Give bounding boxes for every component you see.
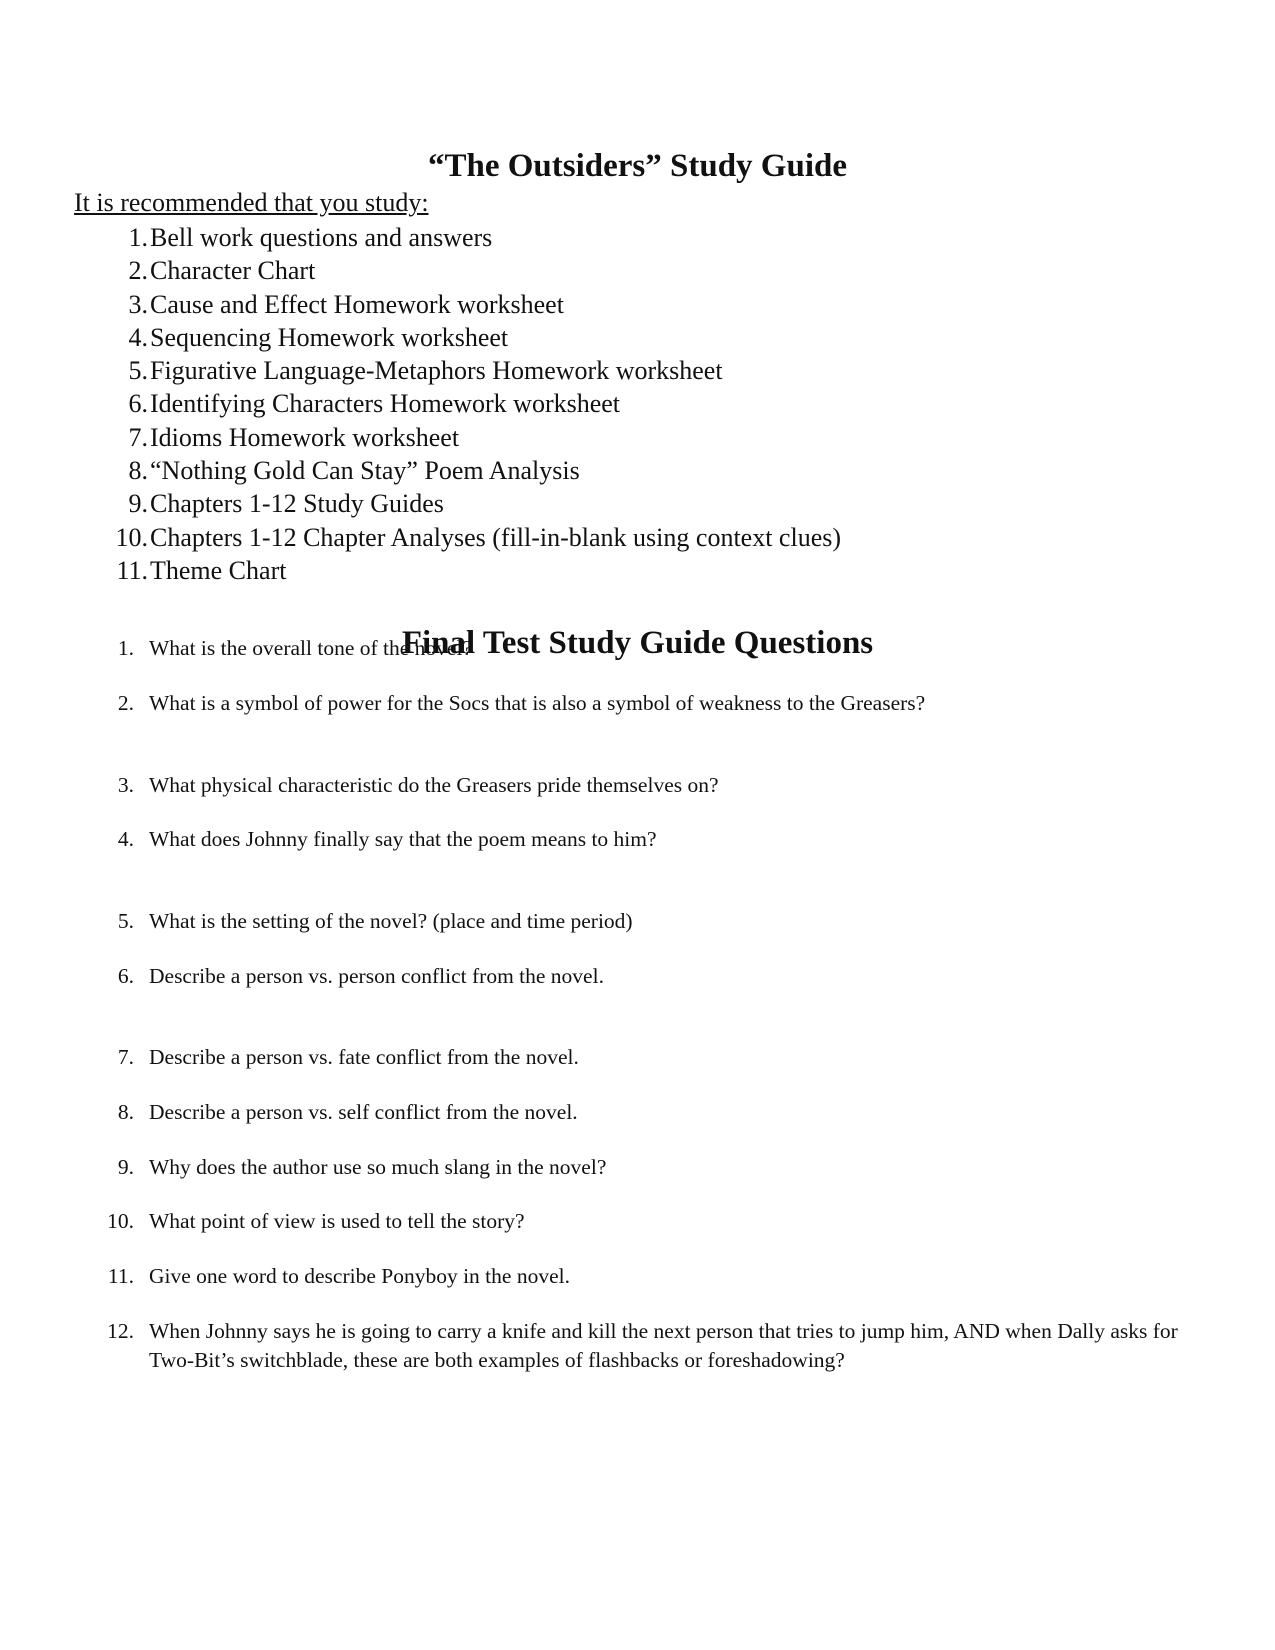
study-intro: It is recommended that you study: (74, 188, 429, 217)
page-title: “The Outsiders” Study Guide (427, 148, 847, 184)
list-item-text: Bell work questions and answers (150, 223, 493, 252)
list-item-number: 1. (128, 223, 148, 252)
list-item-text: Identifying Characters Homework worksheet (150, 389, 621, 419)
list-item-text: Cause and Effect Homework worksheet (150, 289, 564, 319)
question-text: What is the overall tone of the novel? (149, 636, 472, 660)
list-item-number: 10. (115, 522, 148, 552)
list-item-text: Chapters 1-12 Chapter Analyses (fill-in-blank using context clues) (150, 522, 842, 552)
question-number: 12. (107, 1319, 134, 1343)
question-number: 1. (117, 636, 134, 660)
question-number: 8. (117, 1100, 134, 1124)
list-item-text: “Nothing Gold Can Stay” Poem Analysis (150, 456, 580, 486)
question-text: Describe a person vs. fate conflict from the novel. (149, 1045, 579, 1069)
question-text: Describe a person vs. self conflict from the novel. (149, 1100, 578, 1124)
list-item-number: 6. (128, 389, 148, 419)
list-item-number: 2. (128, 256, 148, 286)
list-item-number: 7. (128, 422, 148, 452)
question-text: When Johnny says he is going to carry a knife and kill the next person that tries to jump him, AND when Dally asks for Two-Bit’s switchblade, these are both examples of flashbacks or foreshadowing? (149, 1319, 1178, 1372)
question-text: What physical characteristic do the Greasers pride themselves on? (149, 773, 719, 797)
list-item-number: 5. (128, 356, 148, 386)
question-text: What does Johnny finally say that the poem means to him? (149, 827, 657, 851)
list-item-text: Theme Chart (150, 555, 287, 585)
question-number: 2. (117, 691, 134, 715)
list-item-number: 9. (128, 489, 148, 519)
question-text: What point of view is used to tell the story? (149, 1209, 525, 1233)
list-item-text: Idioms Homework worksheet (150, 422, 460, 452)
list-item-number: 4. (128, 322, 148, 352)
question-number: 11. (107, 1264, 134, 1288)
question-text: Give one word to describe Ponyboy in the novel. (149, 1264, 570, 1288)
list-item-number: 8. (128, 456, 148, 486)
question-number: 10. (107, 1209, 134, 1233)
question-number: 5. (117, 909, 134, 933)
question-text: What is the setting of the novel? (place and time period) (149, 909, 633, 933)
question-number: 3. (117, 773, 134, 797)
list-item-text: Character Chart (150, 256, 316, 286)
question-text: Why does the author use so much slang in the novel? (149, 1155, 607, 1179)
question-text: What is a symbol of power for the Socs that is also a symbol of weakness to the Greasers? (149, 691, 926, 715)
question-number: 6. (117, 964, 134, 988)
list-item-number: 11. (116, 555, 148, 585)
list-item-text: Sequencing Homework worksheet (150, 322, 509, 352)
question-number: 7. (117, 1045, 134, 1069)
question-number: 9. (117, 1155, 134, 1179)
question-number: 4. (117, 827, 134, 851)
list-item-text: Chapters 1-12 Study Guides (150, 489, 444, 519)
list-item-text: Figurative Language-Metaphors Homework worksheet (150, 356, 723, 386)
section-title: Final Test Study Guide Questions (401, 625, 874, 661)
list-item-number: 3. (128, 289, 148, 319)
question-text: Describe a person vs. person conflict from the novel. (149, 964, 604, 988)
